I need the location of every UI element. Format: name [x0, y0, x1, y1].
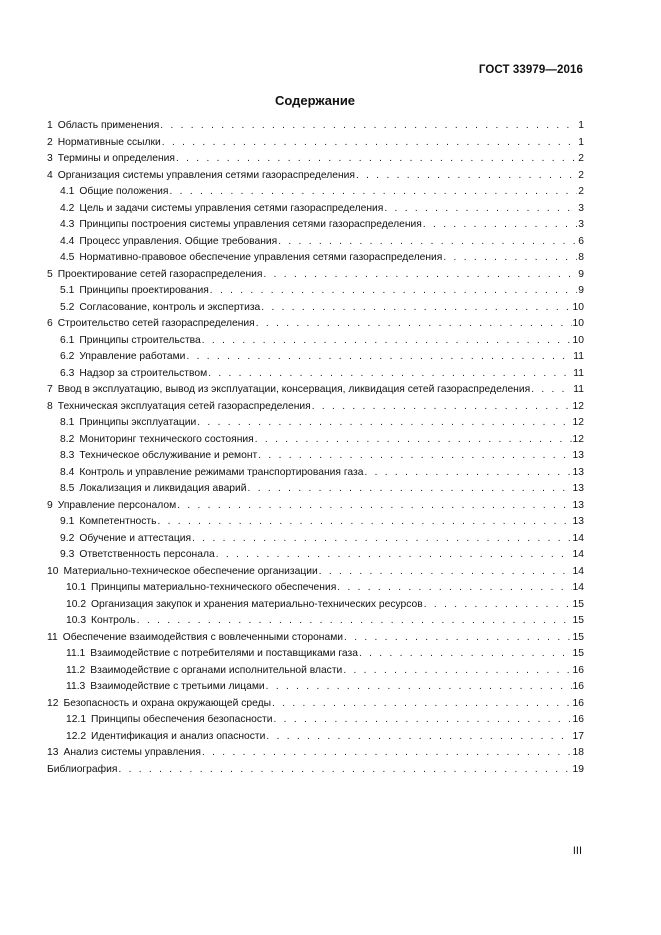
toc-entry-page: 8	[578, 252, 584, 263]
toc-entry-title: Надзор за строительством	[79, 367, 208, 379]
toc-entry-number: 11.1	[66, 648, 86, 659]
toc-dot-leader	[364, 465, 571, 482]
toc-entry-number: 9.1	[60, 516, 75, 527]
toc-entry-number: 1	[47, 120, 53, 131]
toc-entry-title: Управление персоналом	[57, 499, 177, 511]
toc-entry[interactable]	[47, 118, 584, 135]
toc-entry-number: 11.3	[66, 681, 86, 692]
toc-entry[interactable]	[47, 366, 584, 383]
toc-entry-number: 7	[47, 384, 53, 395]
toc-entry-page: 15	[572, 631, 584, 643]
toc-entry-number: 10.3	[66, 615, 87, 626]
toc-entry-number: 6.3	[60, 367, 75, 379]
toc-entry-number: 10.2	[66, 598, 87, 610]
toc-entry-page: 2	[578, 153, 584, 164]
toc-entry-page: 14	[572, 565, 584, 577]
toc-entry-title: Термины и определения	[57, 153, 175, 164]
toc-entry-page: 9	[578, 285, 584, 296]
toc-dot-leader	[176, 151, 577, 168]
toc-entry-title: Ввод в эксплуатацию, вывод из эксплуатации, консервация, ликвидация сетей газораспределения	[57, 384, 531, 395]
toc-entry-title: Принципы обеспечения безопасности	[91, 714, 273, 725]
toc-entry-title: Принципы построения системы управления сетями газораспределения	[79, 219, 422, 230]
toc-entry-number: 8	[47, 400, 53, 412]
document-code: ГОСТ 33979—2016	[478, 64, 583, 76]
toc-entry[interactable]	[47, 514, 584, 531]
toc-entry-title: Анализ системы управления	[63, 747, 201, 758]
toc-dot-leader	[118, 762, 571, 779]
toc-entry[interactable]	[47, 201, 584, 218]
toc-entry-number: 11.2	[66, 664, 86, 676]
toc-entry-title: Контроль и управление режимами транспортирования газа	[79, 466, 364, 478]
toc-entry[interactable]	[47, 448, 584, 465]
toc-entry[interactable]	[47, 267, 584, 284]
toc-dot-leader	[216, 547, 572, 564]
toc-dot-leader	[384, 201, 577, 218]
toc-entry-title: Нормативно-правовое обеспечение управления сетями газораспределения	[79, 252, 443, 263]
toc-entry-title: Согласование, контроль и экспертиза	[79, 301, 261, 313]
toc-dot-leader	[157, 514, 571, 531]
toc-entry-page: 11	[573, 384, 584, 395]
toc-entry-title: Принципы эксплуатации	[79, 417, 197, 428]
toc-entry-page: 12	[572, 433, 584, 445]
toc-dot-leader	[312, 399, 572, 416]
toc-entry-number: 10.1	[66, 582, 87, 593]
toc-entry-page: 13	[572, 499, 584, 511]
toc-entry-number: 4.1	[60, 186, 75, 197]
toc-entry-title: Обучение и аттестация	[79, 532, 192, 544]
toc-dot-leader	[337, 580, 571, 597]
toc-entry-title: Техническое обслуживание и ремонт	[79, 450, 258, 461]
toc-dot-leader	[423, 217, 577, 234]
toc-entry-page: 13	[572, 483, 584, 494]
toc-entry[interactable]	[47, 580, 584, 597]
toc-dot-leader	[255, 432, 572, 449]
toc-dot-leader	[162, 135, 577, 152]
toc-entry-page: 14	[572, 582, 584, 593]
toc-dot-leader	[192, 531, 571, 548]
toc-entry-title: Процесс управления. Общие требования	[79, 235, 278, 247]
toc-entry-title: Взаимодействие с потребителями и поставщиками газа	[90, 648, 358, 659]
toc-entry-title: Идентификация и анализ опасности	[91, 730, 266, 742]
toc-entry-title: Общие положения	[79, 186, 169, 197]
toc-entry-number: 5.1	[60, 285, 75, 296]
toc-entry-page: 16	[572, 714, 584, 725]
toc-entry-number: 13	[47, 747, 59, 758]
toc-entry-page: 10	[572, 301, 584, 313]
toc-entry-page: 13	[572, 450, 584, 461]
toc-dot-leader	[263, 267, 577, 284]
toc-entry[interactable]	[47, 465, 584, 482]
toc-entry[interactable]	[47, 382, 584, 399]
toc-entry[interactable]	[47, 217, 584, 234]
toc-dot-leader	[197, 415, 571, 432]
toc-entry-title: Проектирование сетей газораспределения	[57, 268, 263, 280]
toc-entry-number: 9.2	[60, 532, 75, 544]
toc-entry-number: 9	[47, 499, 53, 511]
toc-entry-title: Библиография	[47, 763, 118, 775]
toc-entry[interactable]	[47, 646, 584, 663]
toc-entry[interactable]	[47, 762, 584, 779]
toc-entry-title: Организация закупок и хранения материально-технических ресурсов	[91, 598, 423, 610]
toc-dot-leader	[170, 184, 578, 201]
toc-entry-number: 6.2	[60, 351, 75, 362]
toc-dot-leader	[356, 168, 577, 185]
toc-entry[interactable]	[47, 481, 584, 498]
toc-entry-number: 12	[47, 697, 59, 709]
toc-entry[interactable]	[47, 679, 584, 696]
toc-dot-leader	[319, 564, 572, 581]
toc-dot-leader	[272, 696, 571, 713]
toc-entry-number: 12.2	[66, 730, 87, 742]
toc-entry-title: Строительство сетей газораспределения	[57, 318, 255, 329]
toc-entry[interactable]	[47, 597, 584, 614]
toc-entry-title: Взаимодействие с органами исполнительной власти	[90, 664, 343, 676]
toc-entry-page: 6	[578, 235, 584, 247]
toc-entry[interactable]	[47, 349, 584, 366]
toc-dot-leader	[261, 300, 571, 317]
toc-dot-leader	[344, 630, 571, 647]
toc-entry[interactable]	[47, 316, 584, 333]
toc-entry-number: 8.3	[60, 450, 75, 461]
toc-entry-page: 2	[578, 169, 584, 181]
toc-entry-page: 2	[578, 186, 584, 197]
toc-entry[interactable]	[47, 630, 584, 647]
toc-entry[interactable]	[47, 498, 584, 515]
toc-entry[interactable]	[47, 283, 584, 300]
toc-entry-page: 19	[572, 763, 584, 775]
toc-entry[interactable]	[47, 432, 584, 449]
toc-entry[interactable]	[47, 300, 584, 317]
toc-entry-title: Область применения	[57, 120, 160, 131]
toc-title: Содержание	[274, 93, 356, 108]
toc-entry[interactable]	[47, 712, 584, 729]
toc-dot-leader	[202, 333, 572, 350]
toc-dot-leader	[359, 646, 572, 663]
toc-entry[interactable]	[47, 547, 584, 564]
toc-dot-leader	[186, 349, 572, 366]
toc-entry-title: Организация системы управления сетями газораспределения	[57, 169, 355, 181]
toc-entry[interactable]	[47, 151, 584, 168]
toc-entry-number: 5.2	[60, 301, 75, 313]
toc-entry-page: 14	[572, 549, 584, 560]
toc-entry-title: Принципы строительства	[79, 334, 201, 346]
toc-entry-page: 12	[572, 400, 584, 412]
toc-entry-title: Компетентность	[79, 516, 157, 527]
toc-entry-page: 10	[572, 334, 584, 346]
toc-entry[interactable]	[47, 415, 584, 432]
toc-entry-number: 8.2	[60, 433, 75, 445]
toc-dot-leader	[248, 481, 572, 498]
toc-entry-page: 1	[578, 120, 584, 131]
toc-entry-page: 17	[572, 730, 584, 742]
toc-entry[interactable]	[47, 729, 584, 746]
toc-entry-page: 15	[572, 598, 584, 610]
toc-entry-page: 15	[572, 615, 584, 626]
toc-dot-leader	[343, 663, 571, 680]
table-of-contents	[47, 118, 584, 778]
toc-dot-leader	[160, 118, 577, 135]
toc-entry-number: 5	[47, 268, 53, 280]
toc-entry-title: Принципы проектирования	[79, 285, 209, 296]
toc-entry-page: 16	[572, 697, 584, 709]
toc-dot-leader	[210, 283, 577, 300]
toc-entry[interactable]	[47, 399, 584, 416]
toc-entry-number: 4.5	[60, 252, 75, 263]
toc-entry-page: 16	[572, 681, 584, 692]
toc-dot-leader	[177, 498, 571, 515]
toc-dot-leader	[266, 679, 572, 696]
toc-entry-title: Материально-техническое обеспечение организации	[63, 565, 318, 577]
toc-entry-title: Цель и задачи системы управления сетями газораспределения	[79, 202, 384, 214]
toc-entry-title: Принципы материально-технического обеспечения	[91, 582, 337, 593]
toc-entry[interactable]	[47, 333, 584, 350]
toc-entry-page: 16	[572, 664, 584, 676]
toc-entry-title: Локализация и ликвидация аварий	[79, 483, 247, 494]
toc-entry-number: 10	[47, 565, 59, 577]
toc-dot-leader	[266, 729, 571, 746]
toc-entry-page: 15	[572, 648, 584, 659]
toc-dot-leader	[531, 382, 572, 399]
toc-entry-number: 3	[47, 153, 53, 164]
toc-entry-page: 13	[572, 516, 584, 527]
toc-dot-leader	[258, 448, 571, 465]
toc-dot-leader	[274, 712, 572, 729]
toc-entry-title: Контроль	[91, 615, 136, 626]
toc-entry-page: 3	[578, 219, 584, 230]
toc-entry-title: Мониторинг технического состояния	[79, 433, 254, 445]
toc-entry[interactable]	[47, 135, 584, 152]
toc-entry[interactable]	[47, 564, 584, 581]
toc-entry-title: Техническая эксплуатация сетей газораспределения	[57, 400, 311, 412]
toc-entry[interactable]	[47, 696, 584, 713]
toc-entry-number: 4.3	[60, 219, 75, 230]
toc-entry[interactable]	[47, 184, 584, 201]
toc-entry-number: 6.1	[60, 334, 75, 346]
toc-entry-number: 4	[47, 169, 53, 181]
toc-entry[interactable]	[47, 745, 584, 762]
toc-entry-number: 4.2	[60, 202, 75, 214]
toc-entry-number: 8.1	[60, 417, 75, 428]
toc-entry-page: 1	[578, 136, 584, 148]
toc-entry-number: 8.5	[60, 483, 75, 494]
toc-dot-leader	[256, 316, 572, 333]
toc-entry-page: 11	[573, 351, 584, 362]
toc-entry-number: 12.1	[66, 714, 87, 725]
toc-entry-number: 11	[47, 631, 58, 643]
toc-dot-leader	[137, 613, 572, 630]
toc-dot-leader	[443, 250, 577, 267]
toc-entry-number: 4.4	[60, 235, 75, 247]
toc-entry-page: 12	[572, 417, 584, 428]
toc-entry[interactable]	[47, 168, 584, 185]
toc-entry-title: Обеспечение взаимодействия с вовлеченными сторонами	[62, 631, 344, 643]
toc-entry-title: Взаимодействие с третьими лицами	[90, 681, 265, 692]
toc-entry-page: 9	[578, 268, 584, 280]
toc-entry-number: 8.4	[60, 466, 75, 478]
toc-entry-page: 10	[572, 318, 584, 329]
toc-entry-page: 3	[578, 202, 584, 214]
toc-dot-leader	[424, 597, 572, 614]
toc-entry-page: 18	[572, 747, 584, 758]
toc-entry-page: 13	[572, 466, 584, 478]
toc-entry-title: Ответственность персонала	[79, 549, 215, 560]
toc-entry[interactable]	[47, 250, 584, 267]
toc-entry-page: 14	[572, 532, 584, 544]
page-number: III	[572, 845, 582, 857]
toc-entry[interactable]	[47, 531, 584, 548]
toc-dot-leader	[208, 366, 572, 383]
toc-entry-number: 2	[47, 136, 53, 148]
toc-entry-title: Нормативные ссылки	[57, 136, 161, 148]
toc-dot-leader	[278, 234, 577, 251]
toc-entry-title: Безопасность и охрана окружающей среды	[63, 697, 272, 709]
toc-entry-number: 6	[47, 318, 53, 329]
toc-entry-number: 9.3	[60, 549, 75, 560]
toc-entry[interactable]	[47, 234, 584, 251]
toc-entry[interactable]	[47, 613, 584, 630]
toc-entry-page: 11	[573, 367, 584, 379]
toc-entry-title: Управление работами	[79, 351, 186, 362]
toc-dot-leader	[202, 745, 572, 762]
toc-entry[interactable]	[47, 663, 584, 680]
